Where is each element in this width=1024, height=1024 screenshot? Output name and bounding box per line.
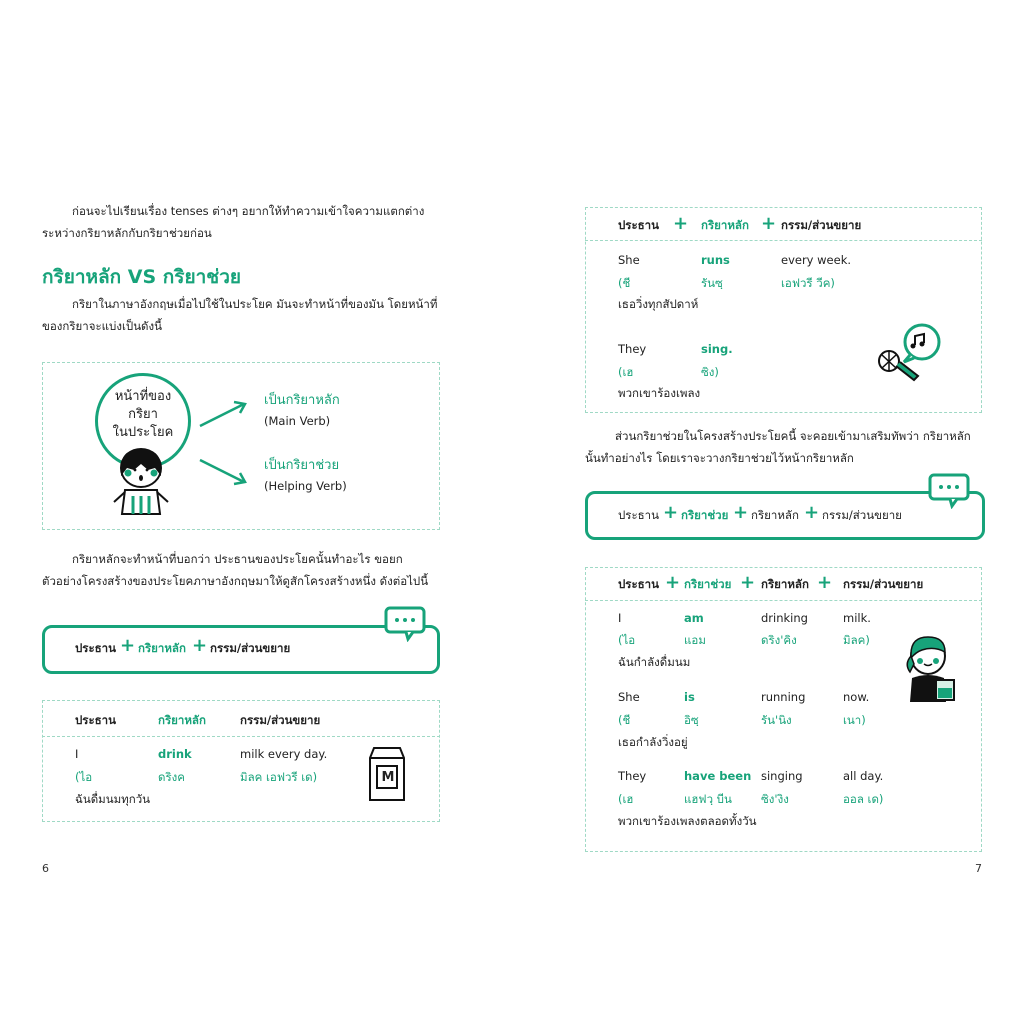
formula-object: กรรม/ส่วนขยาย <box>210 641 291 655</box>
circle-text <box>98 388 188 442</box>
example-p-object: มิลค เอฟวรี เด) <box>240 770 318 784</box>
t2r3-p-subject: (เฮ <box>618 792 634 806</box>
plus-icon: + <box>761 213 777 234</box>
t2r2-verb: running <box>761 690 806 704</box>
t2r1-p-object: มิลค) <box>843 633 870 647</box>
t1r1-object: every week. <box>781 253 852 267</box>
t1r1-p-verb: รันซฺ <box>701 276 723 290</box>
t2r1-verb: drinking <box>761 611 808 625</box>
example-object: milk every day. <box>240 747 328 761</box>
formula-subject: ประธาน <box>75 641 116 655</box>
plus-icon: + <box>120 635 136 656</box>
t2r3-p-aux: แฮฟวฺ บีน <box>684 792 732 806</box>
t1r1-meaning: เธอวิ่งทุกสัปดาห์ <box>618 297 699 311</box>
table-head-verb: กริยาหลัก <box>158 713 206 727</box>
t2r3-verb: singing <box>761 769 803 783</box>
formula-verb: กริยาหลัก <box>751 508 799 522</box>
t2r1-p-verb: ดริง'คิง <box>761 633 797 647</box>
t2r2-p-aux: อิซฺ <box>684 713 699 727</box>
table-header-divider <box>42 736 440 737</box>
t2r1-object: milk. <box>843 611 871 625</box>
example-subject: I <box>75 747 79 761</box>
formula-object: กรรม/ส่วนขยาย <box>822 508 902 522</box>
t2r3-meaning: พวกเขาร้องเพลงตลอดทั้งวัน <box>618 814 757 828</box>
milk-carton-icon <box>366 746 408 804</box>
t1r2-p-subject: (เฮ <box>618 365 634 379</box>
example-verb: drink <box>158 747 192 761</box>
t2r3-subject: They <box>618 769 647 783</box>
formula-verb: กริยาหลัก <box>138 641 186 655</box>
intro-paragraph: ก่อนจะไปเรียนเรื่อง tenses ต่างๆ อยากให้ทำความเข้าใจความแตกต่างระหว่างกริยาหลักกับกริยาช่วยก่อน <box>42 204 425 240</box>
formula-subject: ประธาน <box>618 508 659 522</box>
t2r3-aux: have been <box>684 769 752 783</box>
circle-line-3: ในประโยค <box>112 425 174 440</box>
table1-head-object: กรรม/ส่วนขยาย <box>781 218 862 232</box>
example-meaning: ฉันดื่มนมทุกวัน <box>75 792 151 806</box>
t1r1-verb: runs <box>701 253 730 267</box>
section-heading: กริยาหลัก VS กริยาช่วย <box>42 266 242 288</box>
table-head-object: กรรม/ส่วนขยาย <box>240 713 321 727</box>
t1r1-p-object: เอฟวรี วีค) <box>781 276 835 290</box>
t2r2-p-verb: รัน'นิง <box>761 713 792 727</box>
main-verb-title: เป็นกริยาหลัก <box>264 393 340 408</box>
woman-drinking-illustration <box>900 634 960 704</box>
helping-verb-paragraph: ส่วนกริยาช่วยในโครงสร้างประโยคนี้ จะคอยเข้ามาเสริมทัพว่า กริยาหลักนั้นทำอย่างไร โดยเราจะวางกริยาช่วยไว้หน้ากริยาหลัก <box>585 429 971 465</box>
table-header-divider <box>585 240 982 241</box>
verb-role-paragraph: กริยาในภาษาอังกฤษเมื่อไปใช้ในประโยค มันจะทำหน้าที่ของมัน โดยหน้าที่ของกริยาจะแบ่งเป็นดังนี้ <box>42 297 438 333</box>
plus-icon: + <box>804 502 820 523</box>
speech-bubble-icon <box>384 606 428 642</box>
example-p-subject: (ไอ <box>75 770 93 784</box>
example-p-verb: ดริงค <box>158 770 185 784</box>
t2r2-p-subject: (ชี <box>618 713 631 727</box>
plus-icon: + <box>817 572 833 593</box>
t2r1-p-aux: แอม <box>684 633 706 647</box>
girl-character-illustration <box>108 446 174 518</box>
table1-head-verb: กริยาหลัก <box>701 218 749 232</box>
helping-verb-sub: (Helping Verb) <box>264 479 347 493</box>
t1r1-subject: She <box>618 253 640 267</box>
page-number-right: 7 <box>975 862 982 875</box>
t1r1-p-subject: (ชี <box>618 276 631 290</box>
example-table-right-2 <box>585 567 982 852</box>
helping-verb-title: เป็นกริยาช่วย <box>264 458 340 473</box>
t2r2-subject: She <box>618 690 640 704</box>
t2r3-object: all day. <box>843 769 884 783</box>
t2r1-p-subject: (ไอ <box>618 633 636 647</box>
t2r3-p-object: ออล เด) <box>843 792 884 806</box>
table2-head-verb: กริยาหลัก <box>761 577 809 591</box>
branch-arrows <box>196 398 252 488</box>
t1r2-verb: sing. <box>701 342 733 356</box>
t1r2-p-verb: ซิง) <box>701 365 719 379</box>
circle-line-2: กริยา <box>128 407 158 422</box>
table2-head-subject: ประธาน <box>618 577 659 591</box>
main-verb-sub: (Main Verb) <box>264 414 331 428</box>
t2r2-aux: is <box>684 690 695 704</box>
t2r3-p-verb: ซิง'งิง <box>761 792 789 806</box>
plus-icon: + <box>733 502 749 523</box>
t2r2-p-object: เนา) <box>843 713 866 727</box>
plus-icon: + <box>663 502 679 523</box>
plus-icon: + <box>673 213 689 234</box>
table-head-subject: ประธาน <box>75 713 116 727</box>
plus-icon: + <box>740 572 756 593</box>
table2-head-aux: กริยาช่วย <box>684 577 732 591</box>
plus-icon: + <box>665 572 681 593</box>
page-number-left: 6 <box>42 862 49 875</box>
milk-carton-label: M <box>381 770 395 785</box>
t1r2-meaning: พวกเขาร้องเพลง <box>618 386 701 400</box>
t2r1-meaning: ฉันกำลังดื่มนม <box>618 655 691 669</box>
table1-head-subject: ประธาน <box>618 218 659 232</box>
formula-aux: กริยาช่วย <box>681 508 729 522</box>
plus-icon: + <box>192 635 208 656</box>
speech-bubble-icon <box>928 473 972 509</box>
t2r2-meaning: เธอกำลังวิ่งอยู่ <box>618 735 688 749</box>
table-header-divider <box>585 600 982 601</box>
t2r1-aux: am <box>684 611 704 625</box>
main-verb-paragraph: กริยาหลักจะทำหน้าที่บอกว่า ประธานของประโยคนั้นทำอะไร ขอยกตัวอย่างโครงสร้างของประโยคภาษาอังกฤษมาให้ดูสักโครงสร้างหนึ่ง ดังต่อไปนี้ <box>42 552 429 588</box>
table2-head-object: กรรม/ส่วนขยาย <box>843 577 924 591</box>
t2r1-subject: I <box>618 611 622 625</box>
microphone-icon <box>874 322 946 388</box>
t2r2-object: now. <box>843 690 870 704</box>
t1r2-subject: They <box>618 342 647 356</box>
circle-line-1: หน้าที่ของ <box>114 389 172 404</box>
